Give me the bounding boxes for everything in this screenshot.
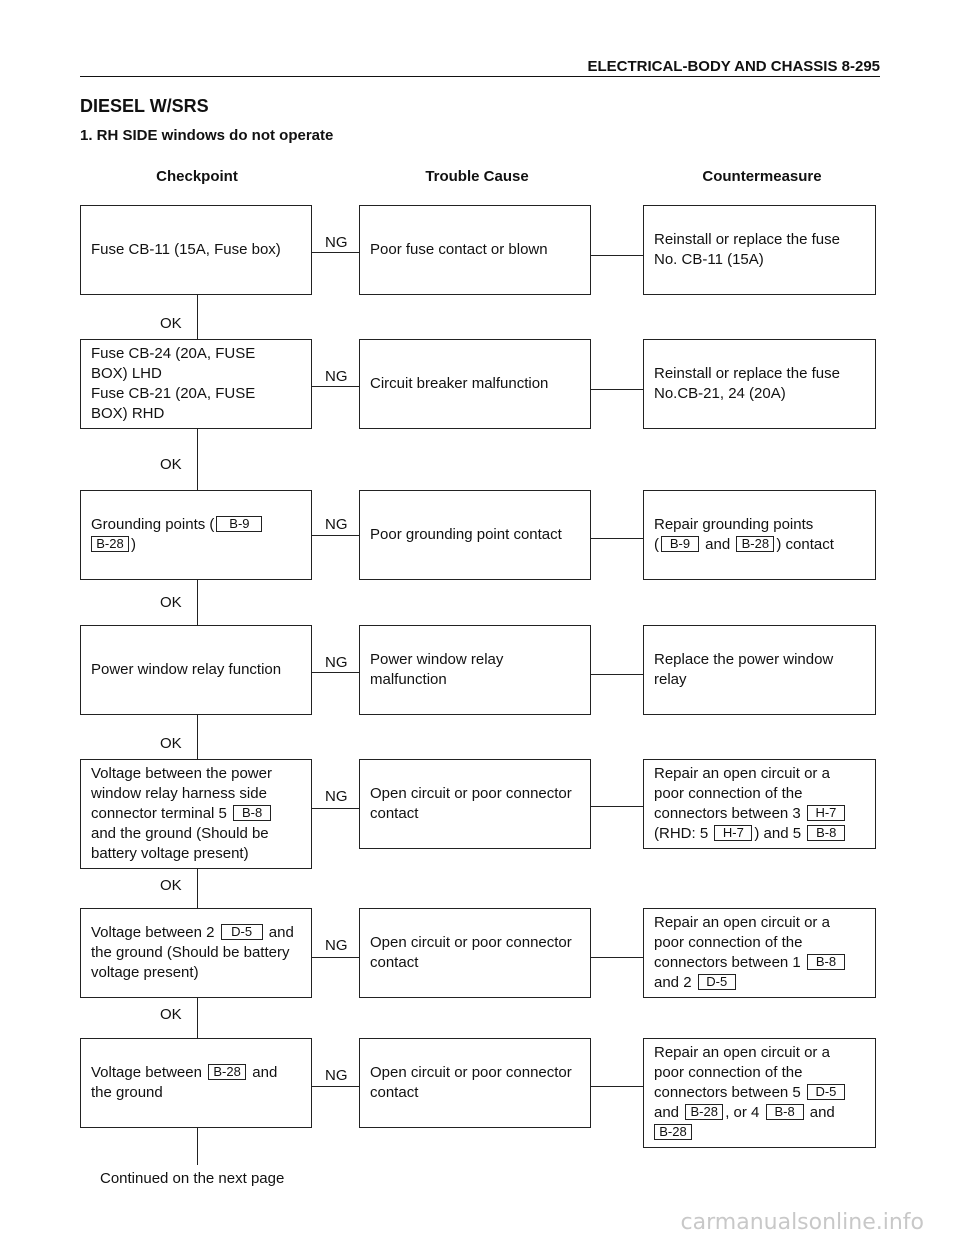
checkpoint-text: Voltage between 2 bbox=[91, 924, 215, 941]
countermeasure-text: connectors between 5 bbox=[654, 1084, 801, 1101]
countermeasure-text: , or 4 bbox=[725, 1104, 760, 1121]
checkpoint-text: Voltage between bbox=[91, 1064, 202, 1081]
countermeasure-line: Reinstall or replace the fuse bbox=[654, 231, 840, 248]
header-rule bbox=[80, 76, 880, 77]
countermeasure-line: No. CB-11 (15A) bbox=[654, 251, 764, 268]
cause-box-5 bbox=[359, 759, 591, 849]
countermeasure-box-4 bbox=[643, 625, 876, 715]
checkpoint-line: BOX) LHD bbox=[91, 365, 162, 382]
connector-ref-badge: B-28 bbox=[685, 1104, 723, 1120]
connector-ref-badge: B-8 bbox=[766, 1104, 804, 1120]
connector-ref-badge: B-8 bbox=[233, 805, 271, 821]
cause-connector bbox=[591, 1086, 643, 1087]
column-header-trouble-cause: Trouble Cause bbox=[425, 168, 529, 185]
countermeasure-line: Replace the power window bbox=[654, 651, 834, 668]
countermeasure-line: poor connection of the bbox=[654, 785, 803, 802]
checkpoint-line: the ground (Should be battery bbox=[91, 944, 290, 961]
countermeasure-line: Repair grounding points bbox=[654, 516, 814, 533]
cause-box-1 bbox=[359, 205, 591, 295]
ng-label: NG bbox=[325, 788, 348, 805]
connector-ref-badge: B-28 bbox=[91, 536, 129, 552]
ok-label: OK bbox=[160, 877, 182, 894]
checkpoint-box-6 bbox=[80, 908, 312, 998]
countermeasure-text: and bbox=[654, 1104, 680, 1121]
page-title: DIESEL W/SRS bbox=[80, 96, 209, 116]
column-header-countermeasure: Countermeasure bbox=[702, 168, 822, 185]
countermeasure-text: (RHD: 5 bbox=[654, 825, 709, 842]
cause-box-2 bbox=[359, 339, 591, 429]
cause-text: Circuit breaker malfunction bbox=[370, 375, 549, 392]
cause-connector bbox=[591, 957, 643, 958]
cause-line: contact bbox=[370, 1084, 419, 1101]
ng-label: NG bbox=[325, 654, 348, 671]
countermeasure-text: and bbox=[705, 536, 731, 553]
countermeasure-line: relay bbox=[654, 671, 687, 688]
countermeasure-box-5 bbox=[643, 759, 876, 849]
ng-label: NG bbox=[325, 516, 348, 533]
ng-connector bbox=[312, 252, 359, 253]
cause-line: Open circuit or poor connector bbox=[370, 934, 572, 951]
countermeasure-line: No.CB-21, 24 (20A) bbox=[654, 385, 786, 402]
countermeasure-text: ( bbox=[654, 536, 659, 553]
ok-flow-line bbox=[197, 295, 198, 339]
ok-label: OK bbox=[160, 594, 182, 611]
checkpoint-text: Grounding points ( bbox=[91, 516, 215, 533]
countermeasure-text: connectors between 1 bbox=[654, 954, 801, 971]
ng-label: NG bbox=[325, 937, 348, 954]
checkpoint-line: BOX) RHD bbox=[91, 405, 165, 422]
cause-connector bbox=[591, 389, 643, 390]
checkpoint-box-1 bbox=[80, 205, 312, 295]
checkpoint-text: and bbox=[268, 924, 294, 941]
countermeasure-text: and bbox=[809, 1104, 835, 1121]
ng-label: NG bbox=[325, 368, 348, 385]
connector-ref-badge: D-5 bbox=[807, 1084, 845, 1100]
cause-text: Poor fuse contact or blown bbox=[370, 241, 548, 258]
countermeasure-box-3 bbox=[643, 490, 876, 580]
section-subtitle: 1. RH SIDE windows do not operate bbox=[80, 127, 334, 144]
connector-ref-badge: H-7 bbox=[807, 805, 845, 821]
ok-flow-line bbox=[197, 869, 198, 908]
ok-label: OK bbox=[160, 735, 182, 752]
page-header: ELECTRICAL-BODY AND CHASSIS 8-295 bbox=[587, 58, 880, 75]
cause-line: contact bbox=[370, 954, 419, 971]
countermeasure-line: Repair an open circuit or a bbox=[654, 914, 830, 931]
ok-label: OK bbox=[160, 456, 182, 473]
ng-connector bbox=[312, 1086, 359, 1087]
checkpoint-text: Fuse CB-11 (15A, Fuse box) bbox=[91, 241, 281, 258]
countermeasure-text: ) and 5 bbox=[754, 825, 802, 842]
connector-ref-badge: B-28 bbox=[654, 1124, 692, 1140]
cause-connector bbox=[591, 806, 643, 807]
ok-flow-line bbox=[197, 580, 198, 625]
cause-connector bbox=[591, 538, 643, 539]
checkpoint-text: connector terminal 5 bbox=[91, 805, 227, 822]
countermeasure-box-2 bbox=[643, 339, 876, 429]
checkpoint-line: window relay harness side bbox=[91, 785, 267, 802]
ok-flow-line bbox=[197, 715, 198, 759]
cause-line: Power window relay bbox=[370, 651, 504, 668]
cause-line: malfunction bbox=[370, 671, 447, 688]
connector-ref-badge: B-9 bbox=[661, 536, 699, 552]
connector-ref-badge: B-8 bbox=[807, 825, 845, 841]
countermeasure-line: Reinstall or replace the fuse bbox=[654, 365, 840, 382]
checkpoint-box-3 bbox=[80, 490, 312, 580]
checkpoint-line: the ground bbox=[91, 1084, 163, 1101]
checkpoint-text: ) bbox=[131, 536, 136, 553]
countermeasure-box-7 bbox=[643, 1038, 876, 1148]
cause-text: Poor grounding point contact bbox=[370, 526, 562, 543]
cause-box-6 bbox=[359, 908, 591, 998]
connector-ref-badge: B-28 bbox=[736, 536, 774, 552]
cause-line: Open circuit or poor connector bbox=[370, 1064, 572, 1081]
checkpoint-line: and the ground (Should be bbox=[91, 825, 269, 842]
cause-box-3 bbox=[359, 490, 591, 580]
checkpoint-text: and bbox=[252, 1064, 278, 1081]
connector-ref-badge: D-5 bbox=[698, 974, 736, 990]
connector-ref-badge: B-9 bbox=[216, 516, 262, 532]
checkpoint-line: Fuse CB-24 (20A, FUSE bbox=[91, 345, 256, 362]
cause-line: Open circuit or poor connector bbox=[370, 785, 572, 802]
cause-connector bbox=[591, 255, 643, 256]
checkpoint-box-2 bbox=[80, 339, 312, 429]
ng-connector bbox=[312, 957, 359, 958]
countermeasure-line: Repair an open circuit or a bbox=[654, 765, 830, 782]
checkpoint-line: voltage present) bbox=[91, 964, 199, 981]
checkpoint-box-4 bbox=[80, 625, 312, 715]
connector-ref-badge: H-7 bbox=[714, 825, 752, 841]
cause-box-4 bbox=[359, 625, 591, 715]
countermeasure-box-6 bbox=[643, 908, 876, 998]
ok-flow-line bbox=[197, 998, 198, 1038]
ng-label: NG bbox=[325, 1067, 348, 1084]
cause-connector bbox=[591, 674, 643, 675]
countermeasure-line: poor connection of the bbox=[654, 1064, 803, 1081]
ok-label: OK bbox=[160, 315, 182, 332]
watermark: carmanualsonline.info bbox=[680, 1210, 924, 1235]
checkpoint-line: Voltage between the power bbox=[91, 765, 272, 782]
connector-ref-badge: B-8 bbox=[807, 954, 845, 970]
ng-connector bbox=[312, 535, 359, 536]
cause-box-7 bbox=[359, 1038, 591, 1128]
checkpoint-text: Power window relay function bbox=[91, 661, 282, 678]
checkpoint-line: battery voltage present) bbox=[91, 845, 249, 862]
cause-line: contact bbox=[370, 805, 419, 822]
checkpoint-box-5 bbox=[80, 759, 312, 869]
continue-flow-line bbox=[197, 1128, 198, 1165]
countermeasure-line: poor connection of the bbox=[654, 934, 803, 951]
countermeasure-text: ) contact bbox=[776, 536, 834, 553]
connector-ref-badge: D-5 bbox=[221, 924, 263, 940]
ng-connector bbox=[312, 386, 359, 387]
column-header-checkpoint: Checkpoint bbox=[156, 168, 238, 185]
ng-label: NG bbox=[325, 234, 348, 251]
connector-ref-badge: B-28 bbox=[208, 1064, 246, 1080]
ng-connector bbox=[312, 808, 359, 809]
ok-flow-line bbox=[197, 429, 198, 490]
ng-connector bbox=[312, 672, 359, 673]
checkpoint-box-7 bbox=[80, 1038, 312, 1128]
countermeasure-text: and 2 bbox=[654, 974, 692, 991]
countermeasure-box-1 bbox=[643, 205, 876, 295]
countermeasure-line: Repair an open circuit or a bbox=[654, 1044, 830, 1061]
continued-note: Continued on the next page bbox=[100, 1170, 285, 1187]
countermeasure-text: connectors between 3 bbox=[654, 805, 801, 822]
checkpoint-line: Fuse CB-21 (20A, FUSE bbox=[91, 385, 256, 402]
ok-label: OK bbox=[160, 1006, 182, 1023]
